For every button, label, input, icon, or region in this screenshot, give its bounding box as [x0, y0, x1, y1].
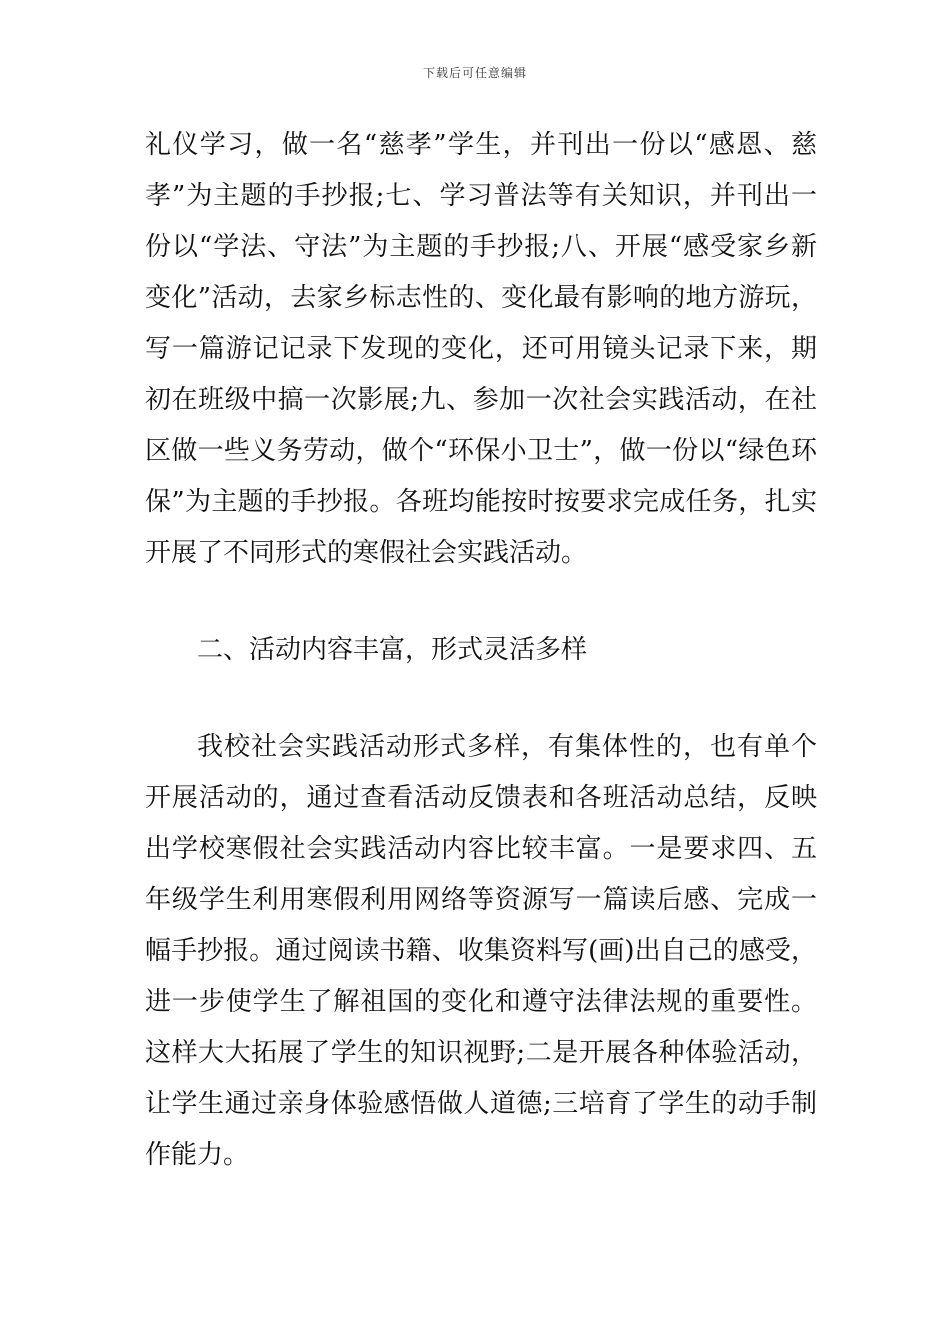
page-header: 下载后可任意编辑 — [422, 66, 527, 80]
paragraph-continuation: 礼仪学习，做一名“慈孝”学生，并刊出一份以“感恩、慈孝”为主题的手抄报;七、学习普法等有关知识，并刊出一份以“学法、守法”为主题的手抄报;八、开展“感受家乡新变化”活动，去家乡标志性的、变化最有影响的地方游玩，写一篇游记记录下发现的变化，还可用镜头记录下来，期初在班级中搞一次影展;九、参加一次社会实践活动，在社区做一些义务劳动，做个“环保小卫士”，做一份以“绿色环保”为主题的手抄报。各班均能按时按要求完成任务，扎实开展了不同形式的寒假社会实践活动。 — [145, 130, 817, 568]
paragraph-body: 我校社会实践活动形式多样，有集体性的，也有单个开展活动的，通过查看活动反馈表和各班活动总结，反映出学校寒假社会实践活动内容比较丰富。一是要求四、五年级学生利用寒假利用网络等资源写一篇读后感、完成一幅手抄报。通过阅读书籍、收集资料写(画)出自己的感受，进一步使学生了解祖国的变化和遵守法律法规的重要性。这样大大拓展了学生的知识视野;二是开展各种体验活动，让学生通过亲身体验感悟做人道德;三培育了学生的动手制作能力。 — [145, 732, 817, 1170]
section-heading: 二、活动内容丰富，形式灵活多样 — [197, 635, 588, 665]
document-body — [145, 120, 817, 1181]
